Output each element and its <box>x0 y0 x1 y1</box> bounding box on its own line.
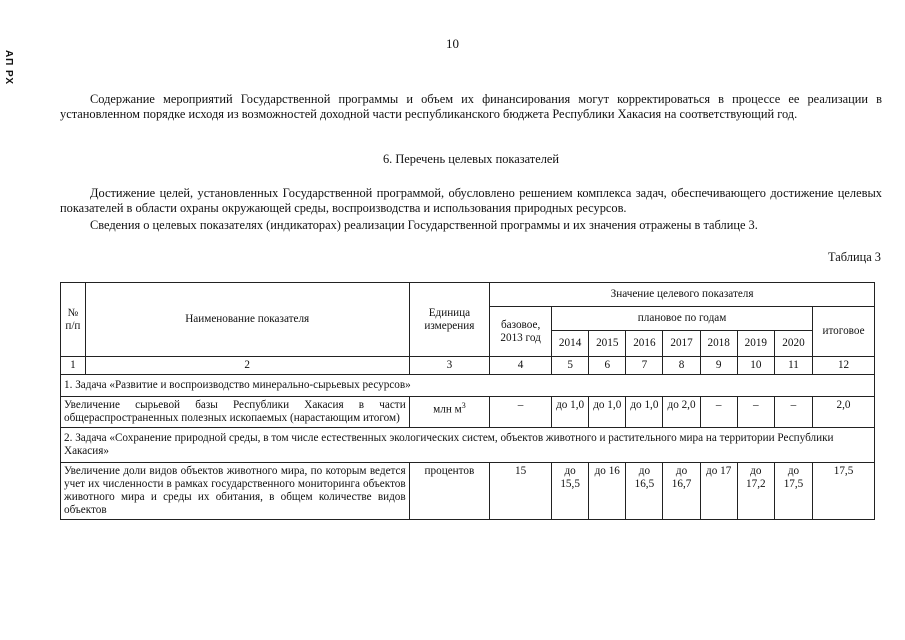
task-row-1 <box>61 375 875 397</box>
header-year: 2019 <box>737 331 774 357</box>
indicator-year-value: до 16,7 <box>663 463 700 520</box>
header-final: итоговое <box>813 307 875 357</box>
indicator-year-value: до 15,5 <box>552 463 589 520</box>
indicator-year-value: до 17 <box>700 463 737 520</box>
header-year: 2015 <box>589 331 626 357</box>
indicator-year-value: – <box>700 397 737 428</box>
column-number: 8 <box>663 357 700 375</box>
task-title: 2. Задача «Сохранение природной среды, в том числе естественных экологических систем, объектов животного и растительного мира на территории Республики Хакасия» <box>61 428 875 463</box>
header-base: базовое, 2013 год <box>490 307 552 357</box>
table-row <box>61 463 875 520</box>
indicator-base-value: 15 <box>490 463 552 520</box>
header-planned-group: плановое по годам <box>552 307 813 331</box>
indicator-final-value: 17,5 <box>813 463 875 520</box>
header-year: 2020 <box>774 331 812 357</box>
column-number: 6 <box>589 357 626 375</box>
indicator-year-value: до 1,0 <box>626 397 663 428</box>
column-number: 5 <box>552 357 589 375</box>
indicator-year-value: до 1,0 <box>552 397 589 428</box>
side-stamp-mark: АП РХ <box>3 50 14 86</box>
header-number: № п/п <box>61 283 86 357</box>
paragraph-program-content: Содержание мероприятий Государственной программы и объем их финансирования могут корректироваться в процессе ее реализации в установленном порядке исходя из возможностей доходной части республиканского бюджета Республики Хакасия на соответствующий год. <box>60 92 882 121</box>
header-year: 2017 <box>663 331 700 357</box>
column-number: 12 <box>813 357 875 375</box>
indicator-year-value: до 1,0 <box>589 397 626 428</box>
page-number: 10 <box>446 36 459 51</box>
section-title: 6. Перечень целевых показателей <box>382 152 560 166</box>
header-year: 2014 <box>552 331 589 357</box>
table-row <box>61 397 875 428</box>
header-year: 2018 <box>700 331 737 357</box>
header-value-group: Значение целевого показателя <box>490 283 875 307</box>
indicator-year-value: – <box>737 397 774 428</box>
indicator-year-value: до 17,2 <box>737 463 774 520</box>
paragraph-goals: Достижение целей, установленных Государственной программой, обусловлено решением комплекса задач, обеспечивающего достижение целевых показателей в области охраны окружающей среды, воспроизводства и использования природных ресурсов. <box>60 186 882 215</box>
column-number: 4 <box>490 357 552 375</box>
header-name: Наименование показателя <box>85 283 409 357</box>
indicator-unit: млн $м^3$ <box>409 397 489 428</box>
column-numbers-row <box>61 357 875 375</box>
table-caption: Таблица 3 <box>828 250 881 264</box>
task-row-2 <box>61 428 875 463</box>
indicator-year-value: до 16,5 <box>626 463 663 520</box>
indicator-year-value: до 17,5 <box>774 463 812 520</box>
indicator-year-value: – <box>774 397 812 428</box>
header-row-1 <box>61 283 875 307</box>
indicator-name: Увеличение сырьевой базы Республики Хакасия в части общераспространенных полезных ископаемых (нарастающим итогом) <box>61 397 410 428</box>
indicator-final-value: 2,0 <box>813 397 875 428</box>
paragraph-indicators: Сведения о целевых показателях (индикаторах) реализации Государственной программы и их значения отражены в таблице 3. <box>90 218 758 232</box>
header-unit: Единица измерения <box>409 283 489 357</box>
column-number: 7 <box>626 357 663 375</box>
indicator-year-value: до 16 <box>589 463 626 520</box>
indicator-year-value: до 2,0 <box>663 397 700 428</box>
header-year: 2016 <box>626 331 663 357</box>
column-number: 1 <box>61 357 86 375</box>
column-number: 11 <box>774 357 812 375</box>
indicator-name: Увеличение доли видов объектов животного мира, по которым ведется учет их численности в рамках государственного мониторинга объектов животного мира и среды их обитания, в общем количестве видов объектов <box>61 463 410 520</box>
column-number: 10 <box>737 357 774 375</box>
task-title: 1. Задача «Развитие и воспроизводство минерально-сырьевых ресурсов» <box>61 375 875 397</box>
column-number: 9 <box>700 357 737 375</box>
column-number: 2 <box>85 357 409 375</box>
indicators-table <box>60 282 875 520</box>
indicator-base-value: – <box>490 397 552 428</box>
indicator-unit: процентов <box>409 463 489 520</box>
column-number: 3 <box>409 357 489 375</box>
